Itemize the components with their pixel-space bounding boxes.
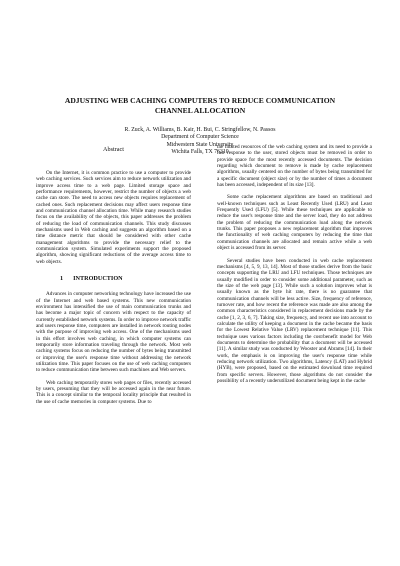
body-paragraph: Some cache replacement algorithms are based on traditional and well-known techniques such as Least Recently Used (LRU) and Least Frequently Used (LFU) [5]. While these techniques are applicable to reduce the user's response time and the server load, they do not address the problem of reducing the communication load along the network trunks. This paper proposes a new replacement algorithm that improves the functionality of web caching computers by reducing the time that communication channels are allocated and remain active while a web object is accessed from its server. xyxy=(217,194,372,252)
city: Wichita Falls, TX 76310 xyxy=(171,149,229,156)
right-column xyxy=(217,144,372,390)
paper-title xyxy=(40,96,360,116)
body-paragraph: Advances in computer networking technology have increased the use of the Internet and web based systems. This new communication environment has intensified the use of main communication trunks and has become a major topic of concern with respect to the capacity of currently established network systems. In order to improve network traffic and users response time, computers are installed in network routing nodes with the purpose of improving web access. One of the mechanisms used in this effort involves web caching, in which computer systems can temporarily store information traveling through the network. Most web caching systems focus on reducing the number of bytes being transmitted or improving the user's response time without addressing the network utilization time. This paper focuses on the use of web caching computers to reduce communication time between such machines and Web servers. xyxy=(36,291,191,374)
introduction-heading xyxy=(60,275,191,283)
title-line: CHANNEL ALLOCATION xyxy=(154,106,246,115)
university: Midwestern State University xyxy=(166,141,234,148)
abstract-text: On the Internet, it is common practice to use a computer to provide web caching services. Such services aim to reduce network utilization and improve access time to a web page. Limited storage space and performance requirements, however, restrict the number of objects a web cache can store. The need to access new objects requires replacement of cached ones. Such replacement decisions may affect users response time and communication channel allocation time. While many research studies focus on the availability of the objects, this paper addresses the problem of reducing the load of communication channels. This study discusses mechanisms used in Web caching and suggests an algorithm based on a time distance metric that should be considered with other cache management algorithms to provide the necessary relief to the communication system. Simulated experiments support the proposed algorithm, showing significant reductions of the average access time to web objects. xyxy=(36,170,191,265)
left-column xyxy=(36,146,191,411)
section-number: 1 xyxy=(60,275,64,283)
body-paragraph: Several studies have been conducted in web cache replacement mechanisms [4, 5, 9, 13, 14]. Most of those studies derive from the basic concepts supporting the LRU and LFU techniques. Those techniques are usually modified in order to consider some additional parameter, such as the size of the web page [13]. While such a solution improves what is usually known as the byte hit rate, there is no guarantee that communication channels will be less active. Size, frequency of reference, turnover rate, and how recent the reference was made are also among the common characteristics considered in replacement decisions made by the cache [1, 2, 3, 6, 7]. Taking size, frequency, and recent use into account to calculate the utility of keeping a document in the cache became the basis for the Lowest Relative Value (LRV) replacement technique [11]. This technique uses various factors including the cost/benefit model for Web documents to determine the probability that a document will be accessed [11]. A similar study was conducted by Wooster and Abrams [14]. In their work, the emphasis is on improving the user's response time while reducing network utilization. Two algorithms, Latency (LAT) and Hybrid (HYB), were proposed, based on the estimated download time required from specific servers. However, those algorithms do not consider the possibility of a recently underutilized document being kept in the cache xyxy=(217,257,372,385)
section-title: INTRODUCTION xyxy=(73,275,123,283)
title-line: ADJUSTING WEB CACHING COMPUTERS TO REDUCE COMMUNICATION xyxy=(64,96,336,105)
abstract-heading: Abstract xyxy=(103,146,124,153)
department: Department of Computer Science xyxy=(161,134,239,141)
body-paragraph: Web caching temporarily stores web pages or files, recently accessed by users, presuming that they will be accessed again in the near future. This is a concept similar to the temporal locality principle that resulted in the use of cache memories in computer systems. Due to xyxy=(36,379,191,405)
author-names: R. Zuck, A. Williams, B. Kair, H. Bui, C. Stringfellow, N. Passos xyxy=(124,127,276,133)
body-paragraph: the limited resources of the web caching system and its need to provide a fast response to the user, stored objects must be removed in order to provide space for the most recently accessed documents. The decision regarding which document to remove is made by cache replacement algorithms, usually centered on the number of bytes being transmitted for a specific document (object size) or by the number of times a document has been accessed, independent of its size [13]. xyxy=(217,144,372,189)
